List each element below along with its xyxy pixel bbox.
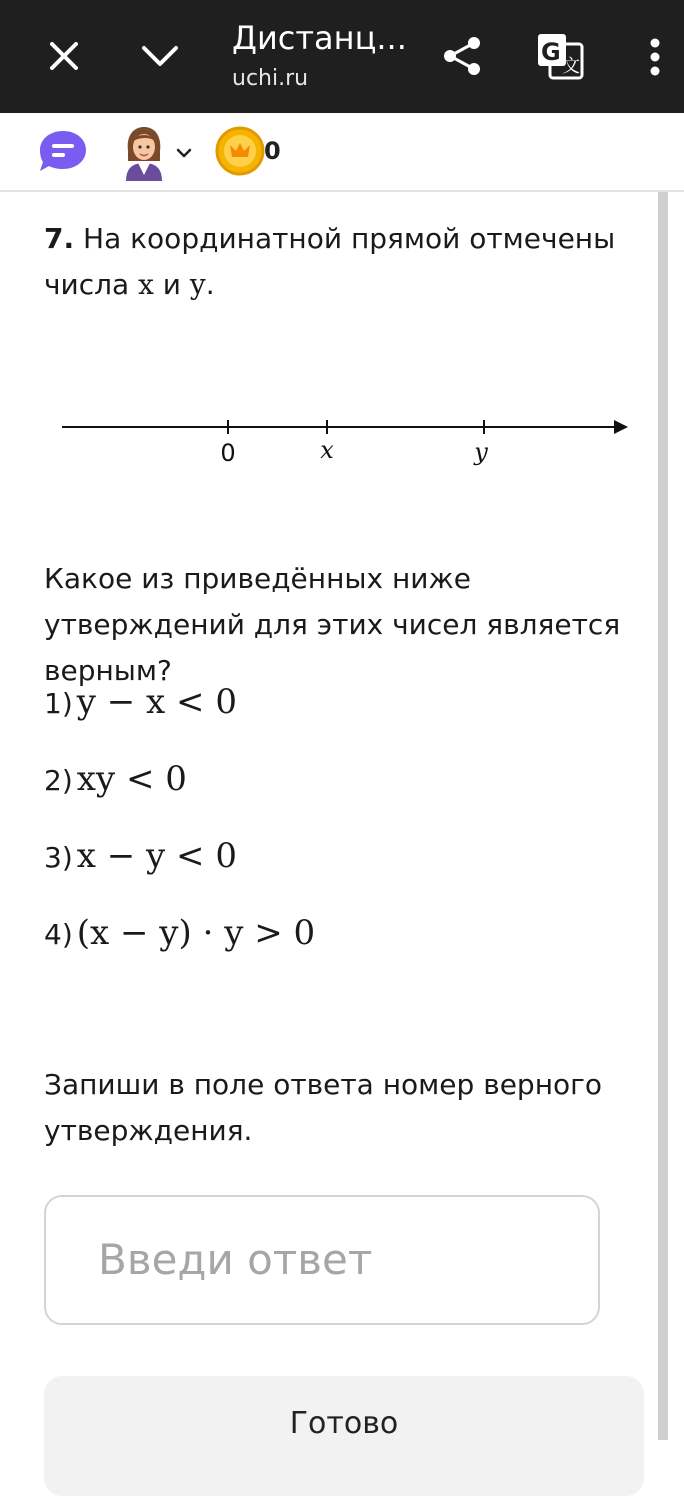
coin-icon[interactable] <box>214 125 266 177</box>
submit-button[interactable]: Готово <box>44 1376 644 1496</box>
label-y: y <box>474 438 488 466</box>
page-title-block <box>232 18 407 94</box>
page-title: Дистанц... <box>232 19 407 57</box>
option-expression: x − y < 0 <box>76 836 237 876</box>
share-icon[interactable] <box>440 34 484 78</box>
option-label: 3) <box>44 841 73 874</box>
option-4 <box>44 913 315 955</box>
option-expression: xy < 0 <box>76 759 187 799</box>
conjunction: и <box>153 268 190 301</box>
axis-arrow <box>614 420 628 434</box>
svg-text:文: 文 <box>562 56 580 77</box>
task-text: На координатной прямой отмечены числа <box>44 222 616 301</box>
option-1 <box>44 682 237 724</box>
chat-icon[interactable] <box>38 129 88 173</box>
chevron-down-icon[interactable] <box>140 40 180 72</box>
app-header <box>0 113 684 192</box>
period: . <box>205 268 215 301</box>
question-text: Какое из приведённых ниже утверждений для этих чисел является верным? <box>44 562 621 687</box>
option-label: 1) <box>44 687 73 720</box>
chevron-down-icon[interactable] <box>176 147 192 159</box>
var-y: y <box>189 268 206 301</box>
option-expression: (x − y) · y > 0 <box>76 913 316 953</box>
label-zero: 0 <box>220 439 236 467</box>
task-statement <box>44 216 634 308</box>
close-icon[interactable] <box>46 38 82 74</box>
label-x: x <box>320 436 334 464</box>
option-label: 2) <box>44 764 73 797</box>
option-3 <box>44 836 237 878</box>
scrollbar[interactable] <box>658 192 668 1440</box>
option-label: 4) <box>44 918 73 951</box>
var-x: x <box>138 268 154 301</box>
more-vert-icon[interactable] <box>648 38 662 76</box>
svg-text:G: G <box>541 38 561 66</box>
option-expression: y − x < 0 <box>76 682 237 722</box>
option-2 <box>44 759 187 801</box>
page-domain: uchi.ru <box>232 66 309 91</box>
number-line <box>44 392 644 482</box>
answer-input[interactable]: Введи ответ <box>44 1195 600 1325</box>
instruction-text: Запиши в поле ответа номер верного утверждения. <box>44 1068 602 1147</box>
browser-toolbar <box>0 0 684 113</box>
coin-count: 0 <box>264 137 281 165</box>
avatar[interactable] <box>122 125 166 181</box>
task-number: 7. <box>44 222 75 255</box>
translate-icon[interactable] <box>536 32 584 80</box>
